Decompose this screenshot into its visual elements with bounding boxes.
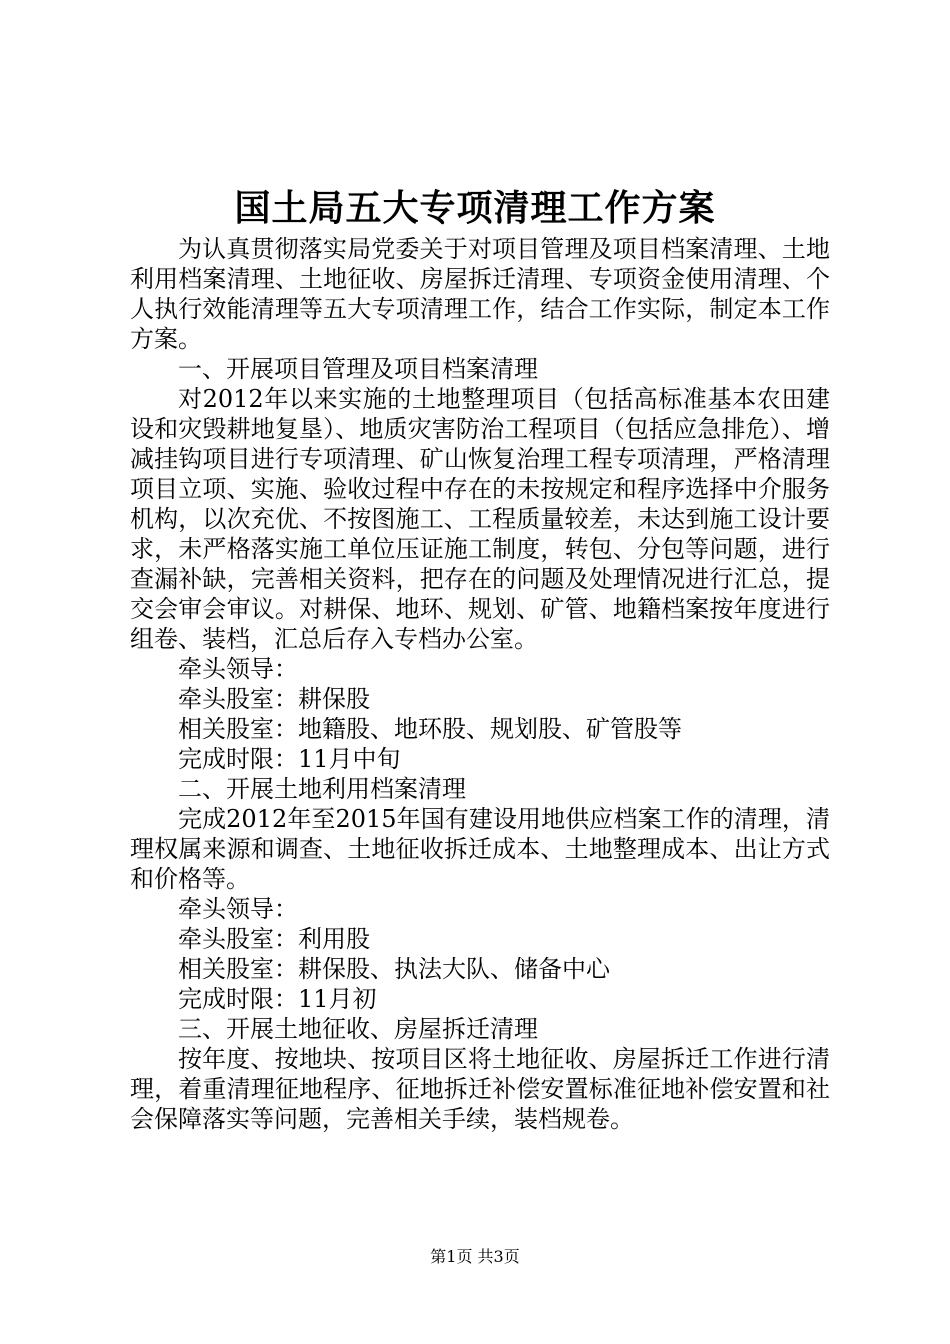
lead-leader-1: 牵头领导： [178, 655, 298, 683]
section-heading-1: 一、开展项目管理及项目档案清理 [178, 355, 538, 383]
related-offices-2: 相关股室：耕保股、执法大队、储备中心 [178, 955, 610, 983]
paragraph-section-2: 完成2012年至2015年国有建设用地供应档案工作的清理，清理权属来源和调查、土地征收拆迁成本、土地整理成本、出让方式和价格等。 [130, 805, 830, 893]
lead-leader-2: 牵头领导： [178, 895, 298, 923]
lead-office-2: 牵头股室：利用股 [178, 925, 370, 953]
deadline-1: 完成时限：11月中旬 [178, 745, 401, 773]
deadline-2: 完成时限：11月初 [178, 985, 377, 1013]
lead-office-1: 牵头股室：耕保股 [178, 685, 370, 713]
related-offices-1: 相关股室：地籍股、地环股、规划股、矿管股等 [178, 715, 682, 743]
document-body [130, 234, 830, 1134]
section-heading-2: 二、开展土地利用档案清理 [178, 775, 466, 803]
document-title: 国土局五大专项清理工作方案 [234, 187, 716, 229]
paragraph-section-1: 对2012年以来实施的土地整理项目（包括高标准基本农田建设和灾毁耕地复垦）、地质灾害防治工程项目（包括应急排危）、增减挂钩项目进行专项清理、矿山恢复治理工程专项清理，严格清理项目立项、实施、验收过程中存在的未按规定和程序选择中介服务机构，以次充优、不按图施工、工程质量较差，未达到施工设计要求，未严格落实施工单位压证施工制度，转包、分包等问题，进行查漏补缺，完善相关资料，把存在的问题及处理情况进行汇总，提交会审会审议。对耕保、地环、规划、矿管、地籍档案按年度进行组卷、装档，汇总后存入专档办公室。 [130, 385, 830, 653]
section-heading-3: 三、开展土地征收、房屋拆迁清理 [178, 1015, 538, 1043]
paragraph-intro: 为认真贯彻落实局党委关于对项目管理及项目档案清理、土地利用档案清理、土地征收、房屋拆迁清理、专项资金使用清理、个人执行效能清理等五大专项清理工作，结合工作实际，制定本工作方案。 [130, 235, 830, 353]
paragraph-section-3: 按年度、按地块、按项目区将土地征收、房屋拆迁工作进行清理，着重清理征地程序、征地拆迁补偿安置标准征地补偿安置和社会保障落实等问题，完善相关手续，装档规卷。 [130, 1045, 830, 1133]
page-number-footer: 第1页 共3页 [430, 1247, 520, 1266]
